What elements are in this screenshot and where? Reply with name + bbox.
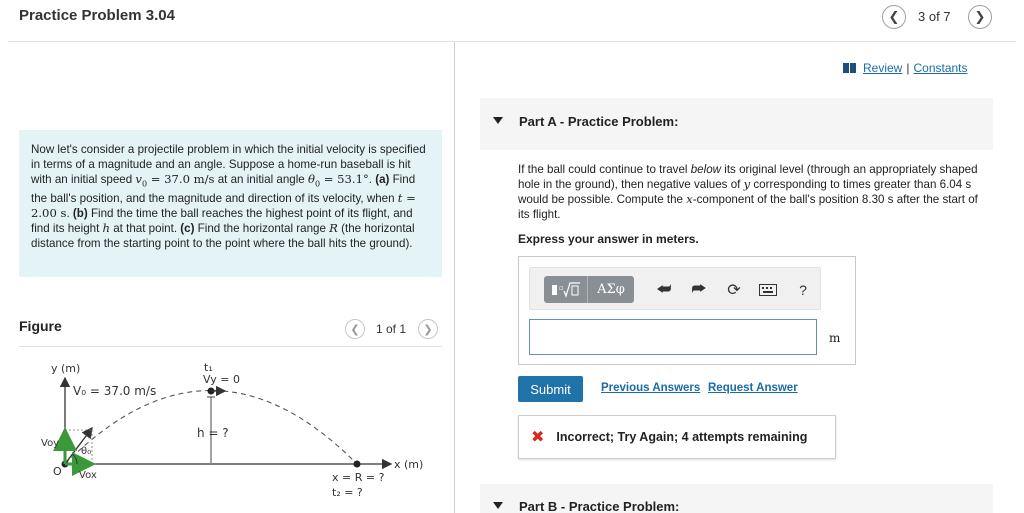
svg-text:▫: ▫ [558, 283, 564, 292]
answer-unit: m [829, 331, 841, 345]
submit-button[interactable]: Submit [518, 376, 583, 402]
column-divider [454, 42, 455, 513]
keyboard-button[interactable] [757, 279, 779, 301]
projectile-figure [19, 350, 442, 513]
fig-label-voy: Voy [41, 438, 60, 449]
page-title: Practice Problem 3.04 [19, 7, 175, 24]
item-counter: 3 of 7 [918, 9, 951, 24]
figure-prev-button[interactable] [345, 319, 365, 339]
chevron-left-icon: ❮ [888, 9, 900, 24]
header-divider [8, 41, 1016, 42]
fig-label-y-axis: y (m) [51, 362, 81, 375]
feedback-box [518, 415, 836, 459]
fig-label-v0: V₀ = 37.0 m/s [73, 384, 157, 398]
part-a-title: Part A - Practice Problem: [519, 114, 679, 129]
reset-button[interactable] [723, 279, 745, 301]
request-answer-link[interactable]: Request Answer [708, 382, 798, 394]
constants-link[interactable]: Constants [913, 61, 968, 75]
fig-label-vox: Vox [79, 470, 97, 481]
x-icon: ✖ [531, 429, 545, 446]
figure-heading: Figure [19, 318, 62, 334]
figure-next-button[interactable] [418, 319, 438, 339]
answer-input[interactable] [529, 319, 817, 355]
top-links [843, 61, 968, 75]
fig-label-x-axis: x (m) [394, 458, 424, 471]
part-a-question: If the ball could continue to travel below its original level (through an appropriately shaped hole in the ground), then negative values of y corresponding to times greater than 6.04 s would be possible. Compute the x-component of the ball's position 8.30 s after the start of its flight. [518, 163, 978, 221]
chevron-right-icon: ❯ [423, 323, 433, 336]
book-icon [843, 63, 857, 73]
chevron-right-icon: ❯ [974, 9, 986, 24]
fig-label-t2: t₂ = ? [332, 486, 363, 499]
undo-button[interactable] [653, 279, 675, 301]
keyboard-icon [759, 284, 777, 296]
fig-label-h: h = ? [197, 426, 229, 440]
problem-intro: Now let's consider a projectile problem in which the initial velocity is specified in terms of a magnitude and an angle. Suppose a home-run baseball is hit with an initial speed $v_0 = 37.0$ m/s at an initial angle $\theta_0 = 53.1^\circ$. (a) Find the ball's position, and the magnitude and direction of its velocity, when t = 2.00 s. (b) Find the time the ball reaches the highest point of its flight, and find its height h at that point. (c) Find the horizontal range R (the horizontal distance from the starting point to the point where the ball hits the ground). [19, 130, 442, 277]
figure-divider [19, 346, 442, 347]
templates-button[interactable] [544, 276, 588, 303]
fig-label-origin: O [53, 465, 62, 478]
help-button[interactable]: ? [799, 282, 807, 298]
links-separator: | [906, 61, 910, 75]
caret-down-icon[interactable] [493, 117, 503, 124]
redo-button[interactable] [688, 279, 710, 301]
fig-label-range: x = R = ? [332, 471, 385, 484]
templates-icon [551, 281, 581, 299]
math-toolbar [529, 267, 821, 310]
undo-icon: ⮨ [656, 281, 672, 298]
feedback-message: Incorrect; Try Again; 4 attempts remaining [556, 430, 808, 444]
reset-icon: ⟳ [727, 282, 741, 299]
symbols-button[interactable]: ΑΣφ [588, 276, 634, 303]
ball-end [354, 461, 361, 468]
review-link[interactable]: Review [863, 61, 903, 75]
prev-item-button[interactable] [882, 5, 906, 29]
redo-icon: ⮫ [691, 281, 707, 298]
fig-label-theta0: θ₀ [81, 446, 92, 457]
next-item-button[interactable] [968, 5, 992, 29]
previous-answers-link[interactable]: Previous Answers [601, 382, 701, 394]
fig-label-vy: Vy = 0 [203, 373, 240, 386]
part-b-title: Part B - Practice Problem: [519, 499, 680, 513]
answer-panel [518, 256, 856, 365]
chevron-left-icon: ❮ [350, 323, 360, 336]
caret-down-icon[interactable] [493, 502, 503, 509]
figure-counter: 1 of 1 [376, 322, 407, 336]
express-instruction: Express your answer in meters. [518, 232, 699, 246]
fig-label-t1: t₁ [204, 361, 213, 374]
